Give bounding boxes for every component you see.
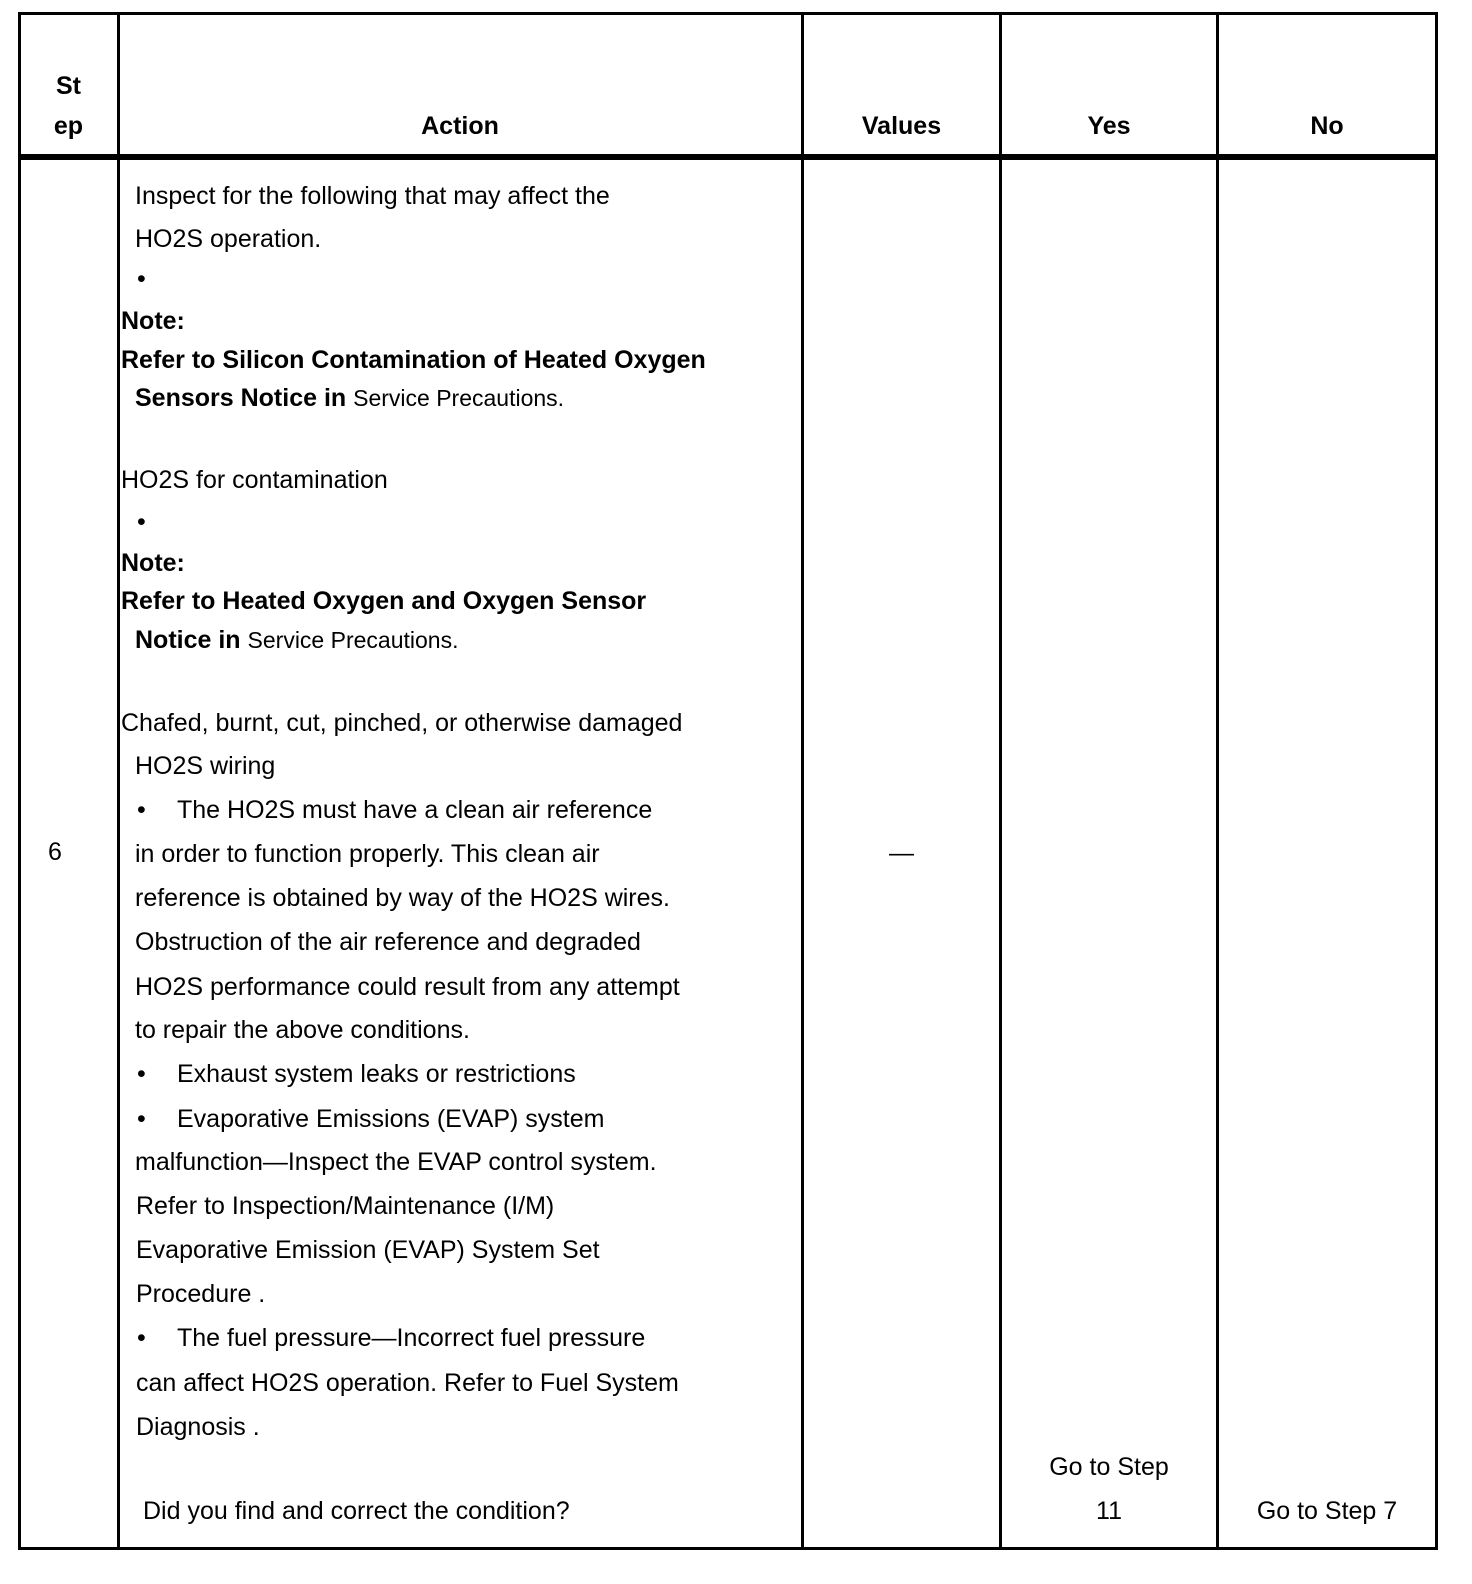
action-line: HO2S for contamination xyxy=(121,466,388,494)
question: Did you find and correct the condition? xyxy=(143,1497,570,1525)
bullet: • xyxy=(137,1060,146,1088)
yes-cell xyxy=(1002,1447,1216,1531)
header-no: No xyxy=(1310,112,1344,140)
bullet: • xyxy=(137,1324,146,1352)
column-divider xyxy=(1216,12,1219,1550)
header-step xyxy=(20,66,117,146)
action-line: Refer to Inspection/Maintenance (I/M) xyxy=(136,1192,555,1220)
bullet-text: The fuel pressure—Incorrect fuel pressure xyxy=(177,1324,646,1352)
bullet-text: The HO2S must have a clean air reference xyxy=(177,796,653,824)
note-text: Refer to Silicon Contamination of Heated Oxygen xyxy=(121,346,706,374)
header-action: Action xyxy=(421,112,499,140)
note-text: Refer to Heated Oxygen and Oxygen Sensor xyxy=(121,587,647,615)
note-label: Note: xyxy=(121,307,185,335)
action-line: HO2S performance could result from any attempt xyxy=(135,973,680,1001)
header-values: Values xyxy=(861,112,942,140)
header-step-line2: ep xyxy=(53,112,84,140)
note-text-part: Notice in xyxy=(135,626,241,654)
action-line: can affect HO2S operation. Refer to Fuel System xyxy=(136,1369,679,1397)
column-divider xyxy=(117,12,120,1550)
column-divider xyxy=(801,12,804,1550)
service-precautions-ref: Service Precautions. xyxy=(247,627,459,653)
action-line: Chafed, burnt, cut, pinched, or otherwise damaged xyxy=(121,709,683,737)
bullet-item xyxy=(137,790,652,830)
column-divider xyxy=(999,12,1002,1550)
action-line: HO2S wiring xyxy=(135,752,276,780)
bullet-item xyxy=(137,1318,645,1358)
action-line: in order to function properly. This clean air xyxy=(135,840,600,868)
step-number: 6 xyxy=(48,838,62,866)
bullet-item xyxy=(137,1054,576,1094)
action-line: Inspect for the following that may affect the xyxy=(135,182,610,210)
bullet-text: Evaporative Emissions (EVAP) system xyxy=(177,1105,605,1133)
header-step-line1: St xyxy=(56,72,81,100)
bullet: • xyxy=(137,1105,146,1133)
action-line: Obstruction of the air reference and degraded xyxy=(135,928,641,956)
yes-line1: Go to Step xyxy=(1049,1453,1169,1481)
service-precautions-ref: Service Precautions. xyxy=(353,385,565,411)
no-cell: Go to Step 7 xyxy=(1256,1497,1398,1525)
header-yes: Yes xyxy=(1087,112,1131,140)
action-line: malfunction—Inspect the EVAP control system. xyxy=(135,1148,657,1176)
values-cell: — xyxy=(889,839,914,867)
action-line: to repair the above conditions. xyxy=(135,1016,470,1044)
bullet-item xyxy=(137,1099,604,1139)
action-line: Diagnosis . xyxy=(136,1413,260,1441)
action-line: Procedure . xyxy=(136,1280,266,1308)
action-line: Evaporative Emission (EVAP) System Set xyxy=(136,1236,600,1264)
header-divider xyxy=(18,154,1438,160)
note-text xyxy=(135,378,564,418)
note-text xyxy=(135,620,458,660)
note-text-part: Sensors Notice in xyxy=(135,384,347,412)
bullet: • xyxy=(137,265,146,293)
action-line: HO2S operation. xyxy=(135,225,322,253)
yes-line2: 11 xyxy=(1096,1497,1122,1525)
note-label: Note: xyxy=(121,549,185,577)
action-line: reference is obtained by way of the HO2S wires. xyxy=(135,884,670,912)
bullet-text: Exhaust system leaks or restrictions xyxy=(177,1060,576,1088)
bullet: • xyxy=(137,508,146,536)
bullet: • xyxy=(137,796,146,824)
